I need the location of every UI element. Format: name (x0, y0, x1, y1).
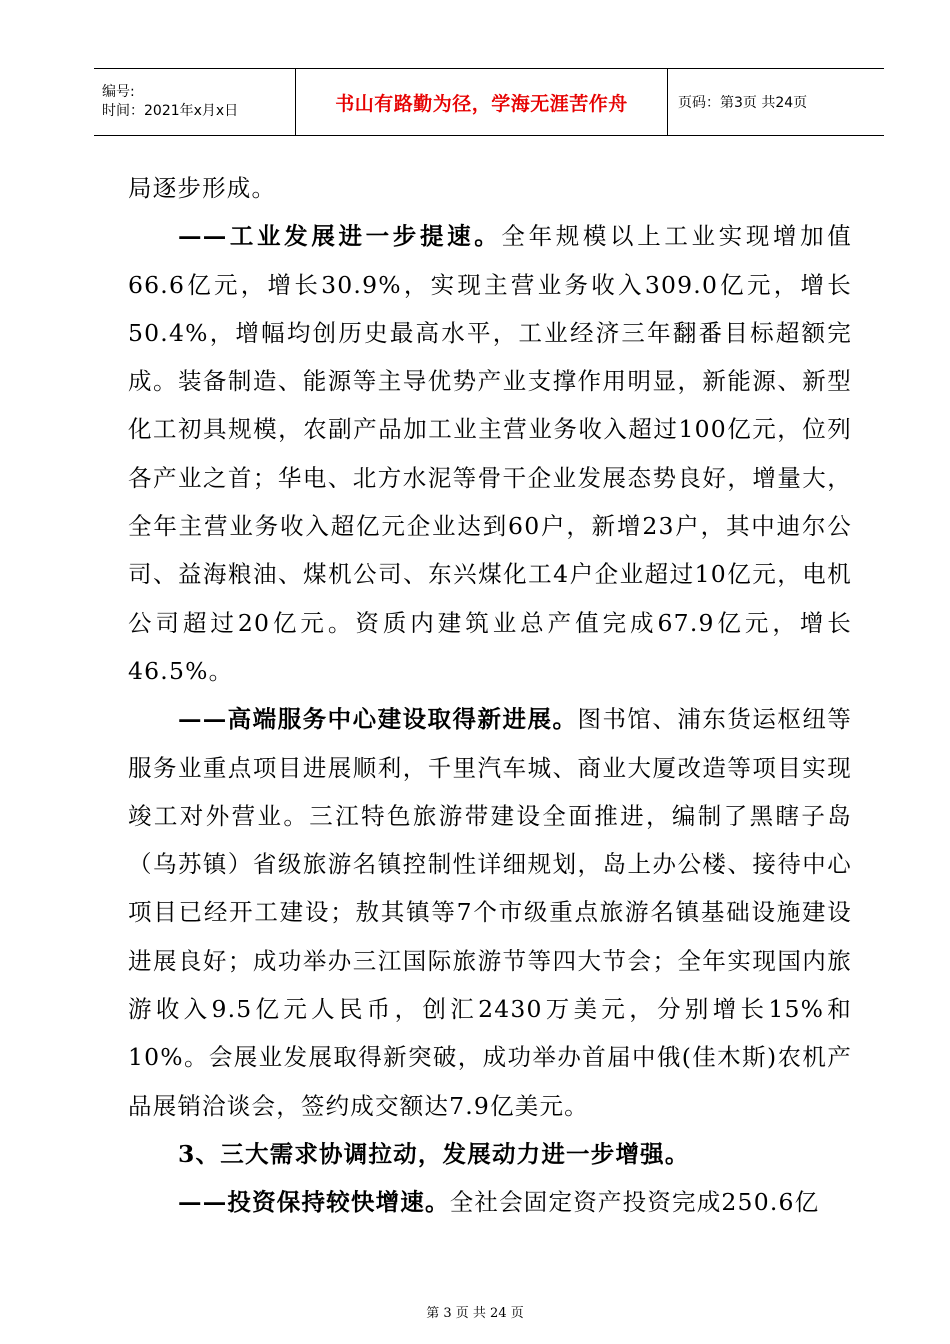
paragraph-continuation (128, 164, 852, 212)
paragraph-text: 图书馆、浦东货运枢纽等服务业重点项目进展顺利，千里汽车城、商业大厦改造等项目实现竣工对外营业。三江特色旅游带建设全面推进，编制了黑瞎子岛（乌苏镇）省级旅游名镇控制性详细规划，岛上办公楼、接待中心项目已经开工建设；敖其镇等7个市级重点旅游名镇基础设施建设进展良好；成功举办三江国际旅游节等四大节会；全年实现国内旅游收入9.5亿元人民币，创汇2430万美元，分别增长15%和10%。会展业发展取得新突破，成功举办首届中俄(佳木斯)农机产品展销洽谈会，签约成交额达7.9亿美元。 (128, 705, 853, 1120)
paragraph-heading: ——投资保持较快增速。 (178, 1188, 450, 1217)
paragraph-investment (128, 1178, 852, 1226)
footer-page-number: 第 3 页 共 24 页 (426, 1306, 524, 1321)
page-header (94, 68, 884, 136)
document-number-label: 编号: (102, 84, 135, 100)
section-heading-text: 3、三大需求协调拉动，发展动力进一步增强。 (178, 1139, 690, 1168)
paragraph-services (128, 695, 852, 1130)
header-motto (296, 69, 668, 135)
document-time: 时间：2021年x月x日 (102, 103, 239, 119)
motto-text: 书山有路勤为径，学海无涯苦作舟 (335, 92, 628, 115)
header-meta (94, 69, 296, 135)
paragraph-industry (128, 212, 852, 695)
paragraph-heading: ——高端服务中心建设取得新进展。 (178, 705, 578, 734)
paragraph-text: 全年规模以上工业实现增加值66.6亿元，增长30.9%，实现主营业务收入309.0亿元，增长50.4%，增幅均创历史最高水平，工业经济三年翻番目标超额完成。装备制造、能源等主导优势产业支撑作用明显，新能源、新型化工初具规模，农副产品加工业主营业务收入超过100亿元，位列各产业之首；华电、北方水泥等骨干企业发展态势良好，增量大，全年主营业务收入超亿元企业达到60户，新增23户，其中迪尔公司、益海粮油、煤机公司、东兴煤化工4户企业超过10亿元，电机公司超过20亿元。资质内建筑业总产值完成67.9亿元，增长46.5%。 (128, 222, 852, 685)
document-body (128, 164, 852, 1227)
section-heading (128, 1130, 852, 1178)
paragraph-text: 局逐步形成。 (128, 174, 277, 202)
paragraph-heading: ——工业发展进一步提速。 (178, 222, 502, 251)
paragraph-text: 全社会固定资产投资完成250.6亿 (449, 1188, 820, 1217)
header-page-code (668, 69, 884, 135)
page-footer (0, 1302, 950, 1321)
page-code-text: 页码：第3页 共24页 (678, 95, 808, 111)
